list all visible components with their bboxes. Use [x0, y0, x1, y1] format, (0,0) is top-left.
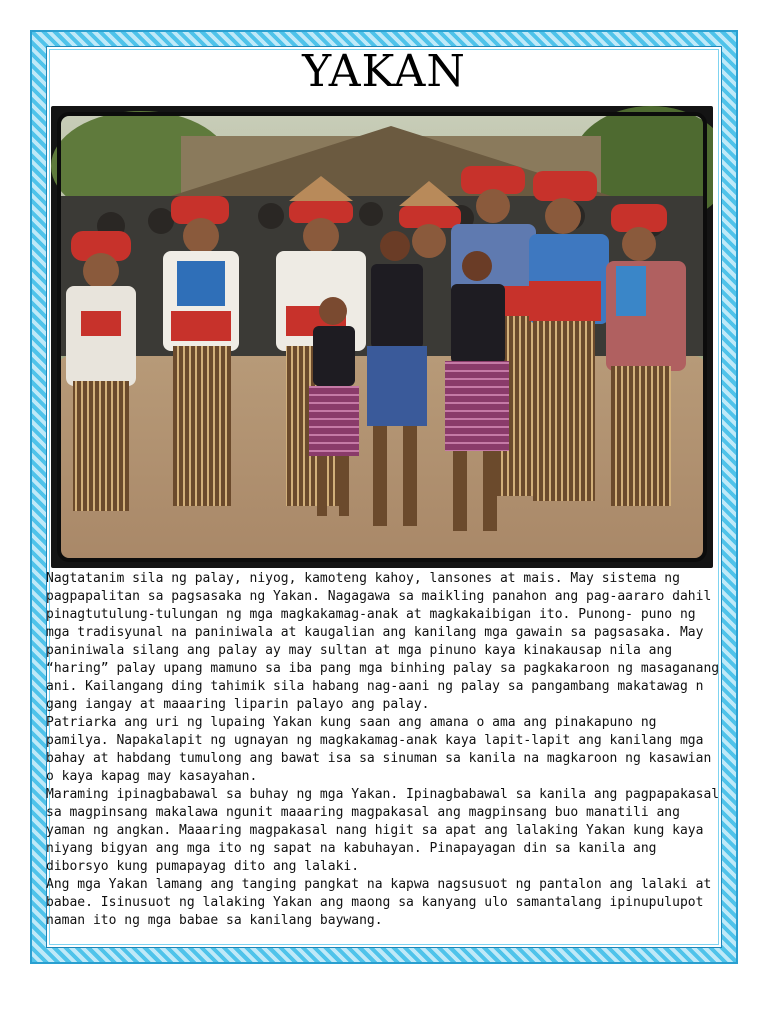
- photo-illustration: [51, 106, 713, 568]
- article-body: [46, 570, 726, 930]
- paragraph-family: Patriarka ang uri ng lupaing Yakan kung saan ang amana o ama ang pinakapuno ng pamilya. Napakalapit ng ugnayan ng magkakamag-anak kaya lapit-lapit ang kanilang mga bahay at habdang tumulong ang bawat isa sa sinuman sa kanila na magkaroon ng kasawian o kaya kapag may kasayahan.: [46, 715, 712, 784]
- paragraph-marriage: Maraming ipinagbabawal sa buhay ng mga Yakan. Ipinagbabawal sa kanila ang pagpapakasal sa magpinsang makalawa ngunit maaaring magpakasal ang magpinsang buo manatili ang yaman ng angkan. Maaaring magpakasal nang higit sa apat ang lalaking Yakan kung kaya niyang bigyan ang mga ito ng sapat na kabuhayan. Pinapayagan din sa kanila ang diborsyo kung pumapayag dito ang lalaki.: [46, 787, 720, 874]
- paragraph-agriculture: Nagtatanim sila ng palay, niyog, kamoteng kahoy, lansones at mais. May sistema ng pagpapalitan sa pagsasaka ng Yakan. Nagagawa sa maikling panahon ang pag-aararo dahil pinagtutulung-tulungan ng mga magkakamag-anak at magkakaibigan ito. Punong- puno ng mga tradisyunal na paniniwala at kaugalian ang kanilang mga gawain sa pagsasaka. May paniniwala silang ang palay ay may sultan at mga pinuno kaya kinakausap nila ang “haring” palay upang mamuno sa iba pang mga binhing palay sa pagkakaroon ng masaganang ani. Kailangang ding tahimik sila habang nag-aani ng palay sa pangambang makatawag n gang iangay at maaaring liparin palayo ang palay.: [46, 571, 720, 712]
- group-photo: [51, 106, 713, 568]
- paragraph-clothing: Ang mga Yakan lamang ang tanging pangkat na kapwa nagsusuot ng pantalon ang lalaki at babae. Isinusuot ng lalaking Yakan ang maong sa kanyang ulo samantalang ipinupulupot naman ito ng mga babae sa kanilang baywang.: [46, 877, 712, 928]
- page-title: YAKAN: [302, 46, 466, 97]
